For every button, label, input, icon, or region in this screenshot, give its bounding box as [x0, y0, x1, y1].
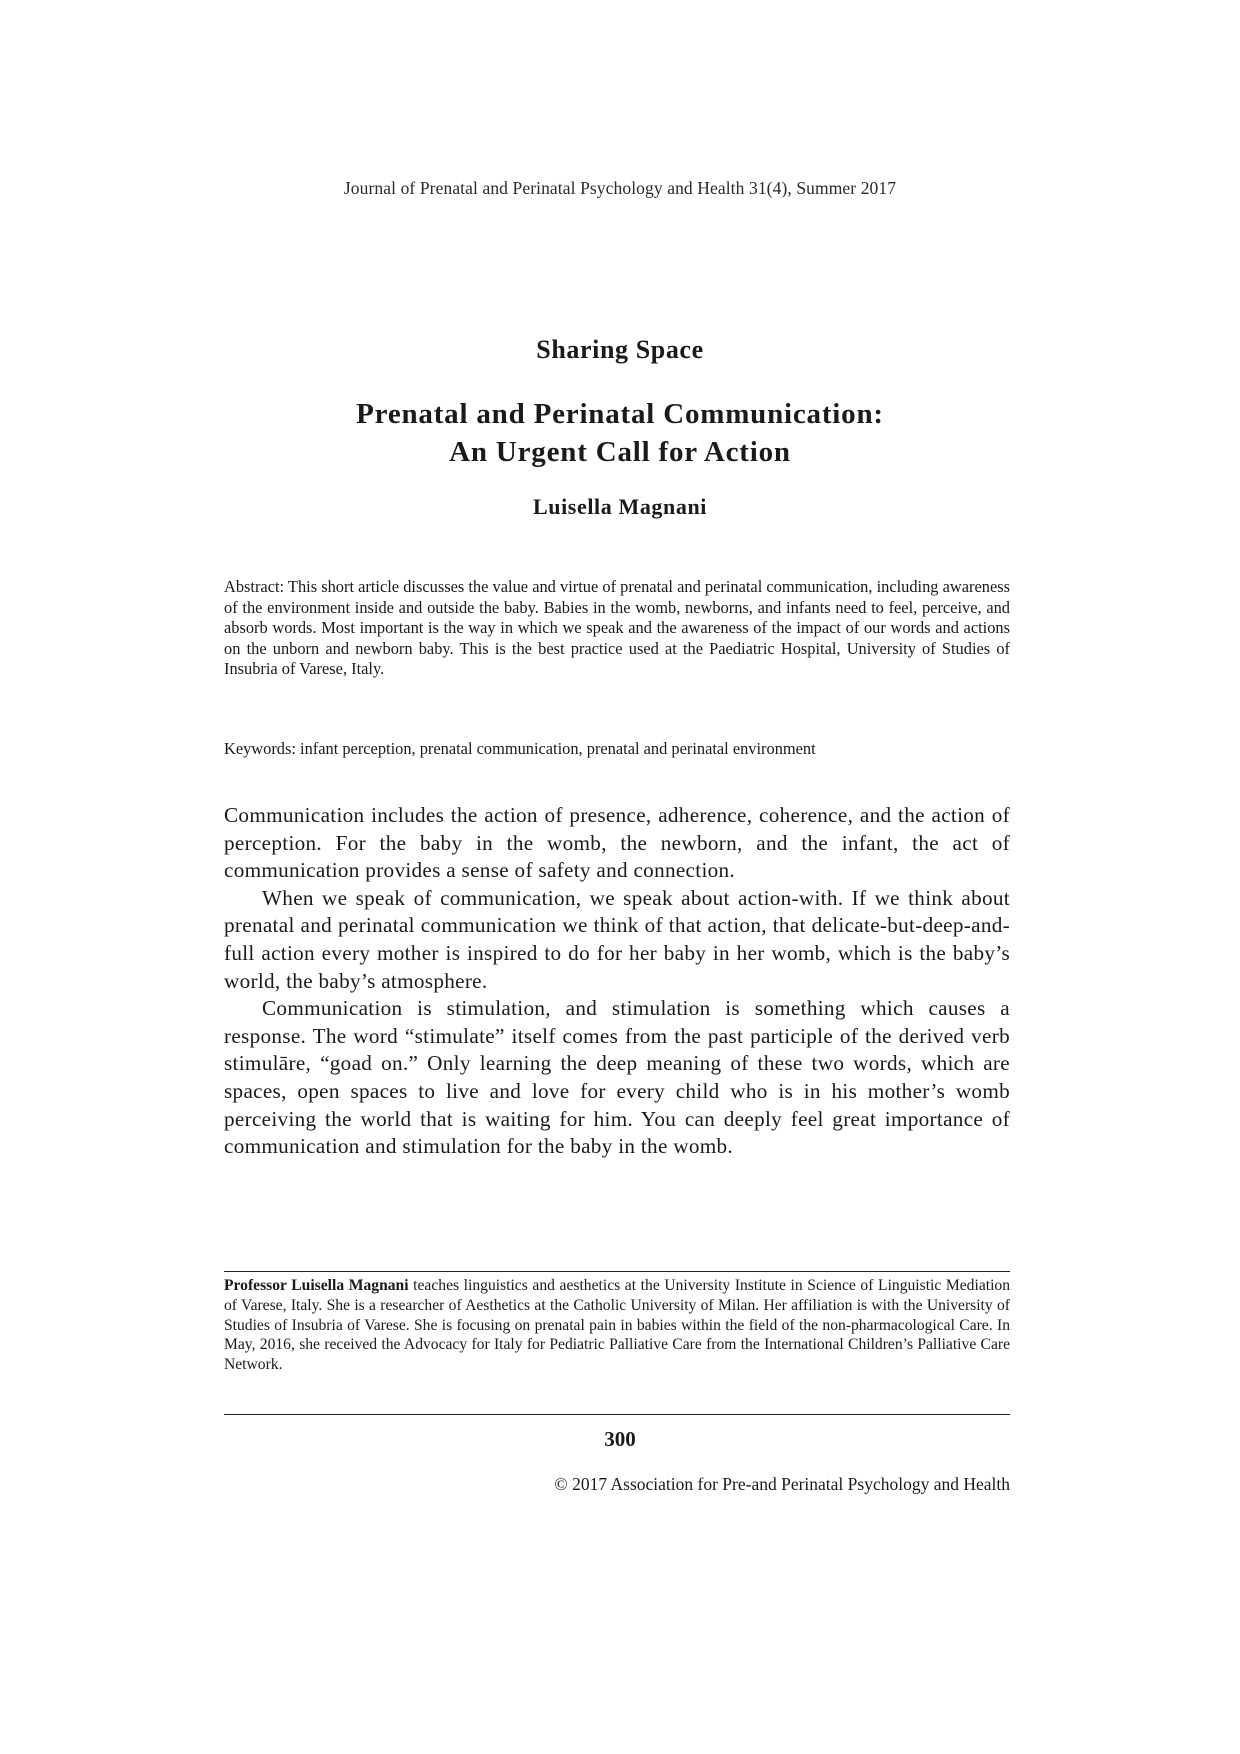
article-title-line-2: An Urgent Call for Action [449, 436, 791, 468]
article-title-line-1: Prenatal and Perinatal Communication: [356, 398, 884, 430]
running-header: Journal of Prenatal and Perinatal Psychology and Health 31(4), Summer 2017 [343, 178, 897, 198]
footnote-divider-top [224, 1271, 1010, 1272]
section-label: Sharing Space [536, 335, 704, 364]
abstract: Abstract: This short article discusses the value and virtue of prenatal and perinatal communication, including awareness of the environment inside and outside the baby. Babies in the womb, newborns, and infants need to feel, perceive, and absorb words. Most important is the way in which we speak and the awareness of the impact of our words and actions on the unborn and newborn baby. This is the best practice used at the Paediatric Hospital, University of Studies of Insubria of Varese, Italy. [224, 577, 1010, 678]
author-name: Luisella Magnani [532, 494, 708, 519]
author-bio-footnote [224, 1276, 1010, 1375]
footnote-divider-bottom [224, 1414, 1010, 1415]
page-number: 300 [604, 1427, 636, 1451]
copyright-line: © 2017 Association for Pre-and Perinatal Psychology and Health [554, 1474, 1010, 1494]
body-paragraph-1: Communication includes the action of presence, adherence, coherence, and the action of perception. For the baby in the womb, the newborn, and the infant, the act of communication provides a sense of safety and connection. [224, 803, 1010, 883]
bio-author-name: Professor Luisella Magnani [224, 1277, 409, 1294]
keywords: Keywords: infant perception, prenatal communication, prenatal and perinatal environment [224, 739, 816, 758]
bio-text: teaches linguistics and aesthetics at the University Institute in Science of Linguistic Mediation of Varese, Italy. She is a researcher of Aesthetics at the Catholic University of Milan. Her affiliation is with the University of Studies of Insubria of Varese. She is focusing on prenatal pain in babies within the field of the non-pharmacological Care. In May, 2016, she received the Advocacy for Italy for Pediatric Palliative Care from the International Children’s Palliative Care Network. [224, 1277, 1010, 1374]
body-paragraph-2: When we speak of communication, we speak about action-with. If we think about prenatal and perinatal communication we think of that action, that delicate-but-deep-and-full action every mother is inspired to do for her baby in her womb, which is the baby’s world, the baby’s atmosphere. [224, 885, 1010, 993]
article-body [224, 802, 1010, 1161]
article-title [0, 395, 1240, 471]
body-paragraph-3: Communication is stimulation, and stimulation is something which causes a response. The word “stimulate” itself comes from the past participle of the derived verb stimulāre, “goad on.” Only learning the deep meaning of these two words, which are spaces, open spaces to live and love for every child who is in his mother’s womb perceiving the world that is waiting for him. You can deeply feel great importance of communication and stimulation for the baby in the womb. [224, 996, 1010, 1159]
